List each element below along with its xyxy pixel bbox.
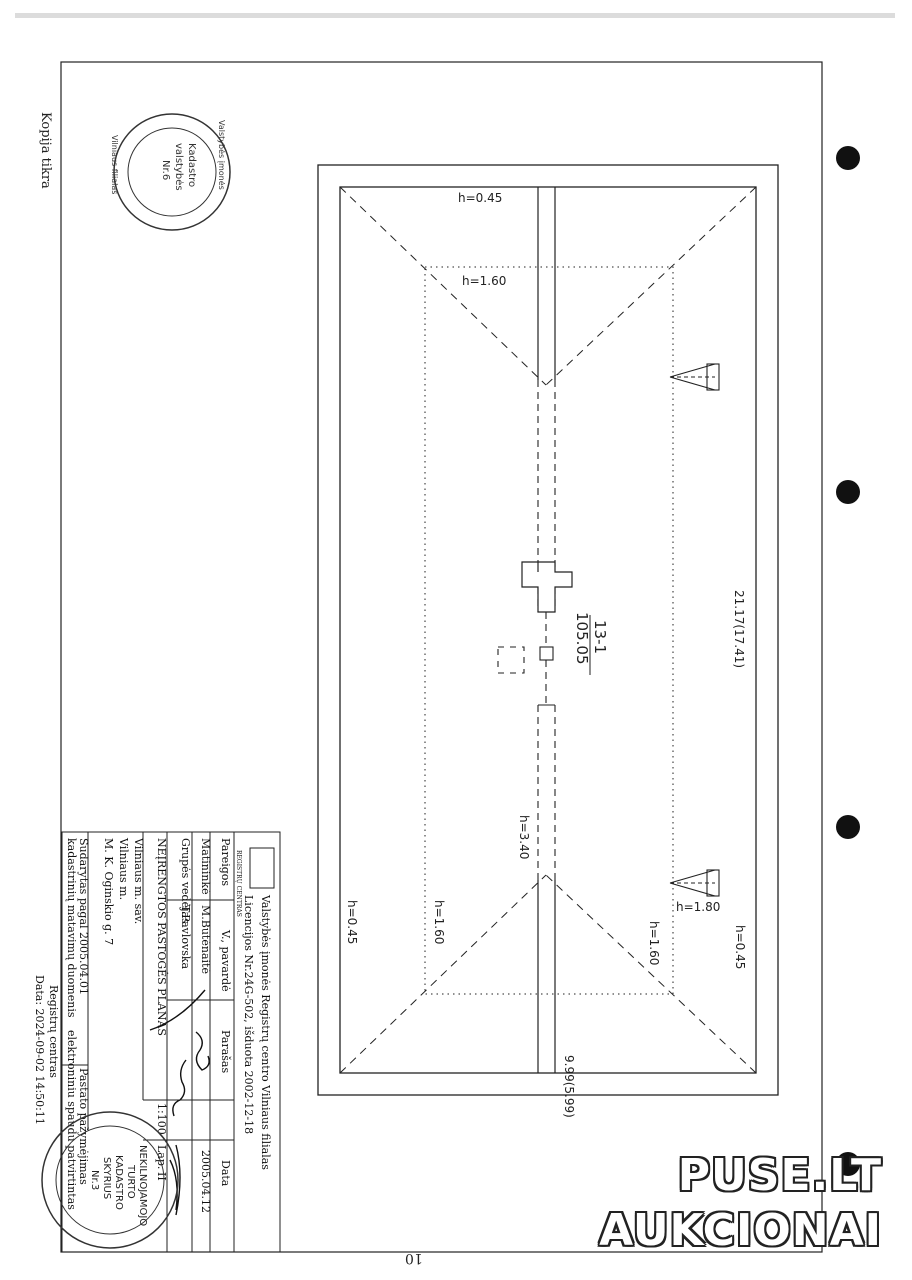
tb-address-3: M. K. Oginskio g. 7 — [102, 838, 115, 946]
tb-compiled: Sudarytas pagal 2005.04.01 — [77, 838, 90, 996]
tb-col-date: Data — [219, 1160, 232, 1187]
tb-name-1: M.Butėnaitė — [199, 905, 212, 974]
tb-org: Valstybės įmonės Registrų centro Vilniaus filialas — [259, 895, 272, 1170]
outer-wall — [318, 165, 778, 1095]
punch-hole — [836, 146, 860, 170]
svg-text:KADASTRO: KADASTRO — [113, 1155, 124, 1210]
tb-compiled-2: kadastrinių matavimų duomenis — [65, 838, 78, 1018]
label-h160-right: h=1.60 — [647, 921, 661, 966]
tb-registry: Registrų centras — [47, 985, 60, 1078]
tb-box-1: Pastato pažymėjimas — [77, 1068, 90, 1185]
svg-text:Kadastro: Kadastro — [186, 143, 197, 188]
tb-plan-title: NEĮRENGTOS PASTOGĖS PLANAS — [155, 838, 168, 1036]
svg-text:SKYRIUS: SKYRIUS — [101, 1157, 112, 1200]
hatch-box — [498, 647, 524, 673]
svg-text:valstybės: valstybės — [173, 143, 184, 191]
svg-text:Valstybės įmonės: Valstybės įmonės — [217, 120, 226, 190]
label-h180: h=1.80 — [676, 900, 721, 914]
label-h045-top: h=0.45 — [458, 191, 503, 205]
roof-window-top — [670, 364, 719, 390]
svg-text:Nr.6: Nr.6 — [160, 160, 171, 181]
watermark-line-2: AUKCIONAI — [599, 1205, 882, 1256]
tb-name-2: T.Pavlovska — [179, 905, 192, 970]
tb-role-2: Grupės vedėjas — [179, 838, 192, 924]
tb-licence: Licencijos Nr.24G-502, išduota 2002-12-18 — [242, 895, 255, 1135]
tb-box-2: elektroniniu spaudu patvirtintas — [65, 1030, 78, 1210]
tb-logo-caption: REGISTRŲ CENTRAS — [235, 850, 242, 917]
label-fraction-den: 105.05 — [573, 612, 591, 665]
tb-scale: 1:100 — [155, 1103, 168, 1135]
height-line-160 — [425, 267, 673, 994]
roof-hips — [340, 187, 756, 1073]
label-dim-long: 21.17(17.41) — [732, 590, 746, 669]
svg-text:Nr.3: Nr.3 — [89, 1170, 100, 1191]
vent-box — [540, 647, 553, 660]
chimney-cross — [522, 562, 572, 612]
label-dim-short: 9.99(5.99) — [562, 1055, 576, 1118]
tb-col-name: V., pavardė — [219, 930, 232, 992]
tb-role-1: Matininkė — [199, 838, 212, 895]
punch-hole — [836, 480, 860, 504]
label-h160-left: h=1.60 — [432, 900, 446, 945]
tb-col-role: Pareigos — [219, 838, 232, 887]
tb-address-1: Vilniaus m. sav. — [132, 838, 145, 925]
label-h340: h=3.40 — [517, 815, 531, 860]
roof-window-bottom — [670, 870, 719, 896]
svg-text:NEKILNOJAMOJO: NEKILNOJAMOJO — [137, 1145, 148, 1227]
label-h160-top: h=1.60 — [462, 274, 507, 288]
watermark-line-1: PUSE.LT — [677, 1150, 882, 1201]
label-h045-right: h=0.45 — [733, 925, 747, 970]
tb-sheet-num: II — [155, 1172, 168, 1181]
svg-text:TURTO: TURTO — [125, 1165, 136, 1199]
tb-date-1: 2005.04.12 — [199, 1150, 212, 1213]
inner-wall — [340, 187, 756, 1073]
tb-date-stamp: Data: 2024-09-02 14:50:11 — [33, 975, 46, 1125]
margin-note: Kopija tikra — [38, 112, 53, 189]
tb-sheet-label: Lap. — [155, 1145, 168, 1170]
label-fraction-num: 13-1 — [591, 620, 609, 655]
tb-col-sign: Parašas — [219, 1030, 232, 1074]
label-h045-left: h=0.45 — [345, 900, 359, 945]
tb-address-2: Vilniaus m. — [117, 838, 130, 901]
svg-text:Vilniaus filialas: Vilniaus filialas — [110, 135, 119, 195]
page-number-mark: 10 — [405, 1250, 423, 1266]
punch-hole — [836, 815, 860, 839]
round-stamp-top — [110, 114, 230, 230]
